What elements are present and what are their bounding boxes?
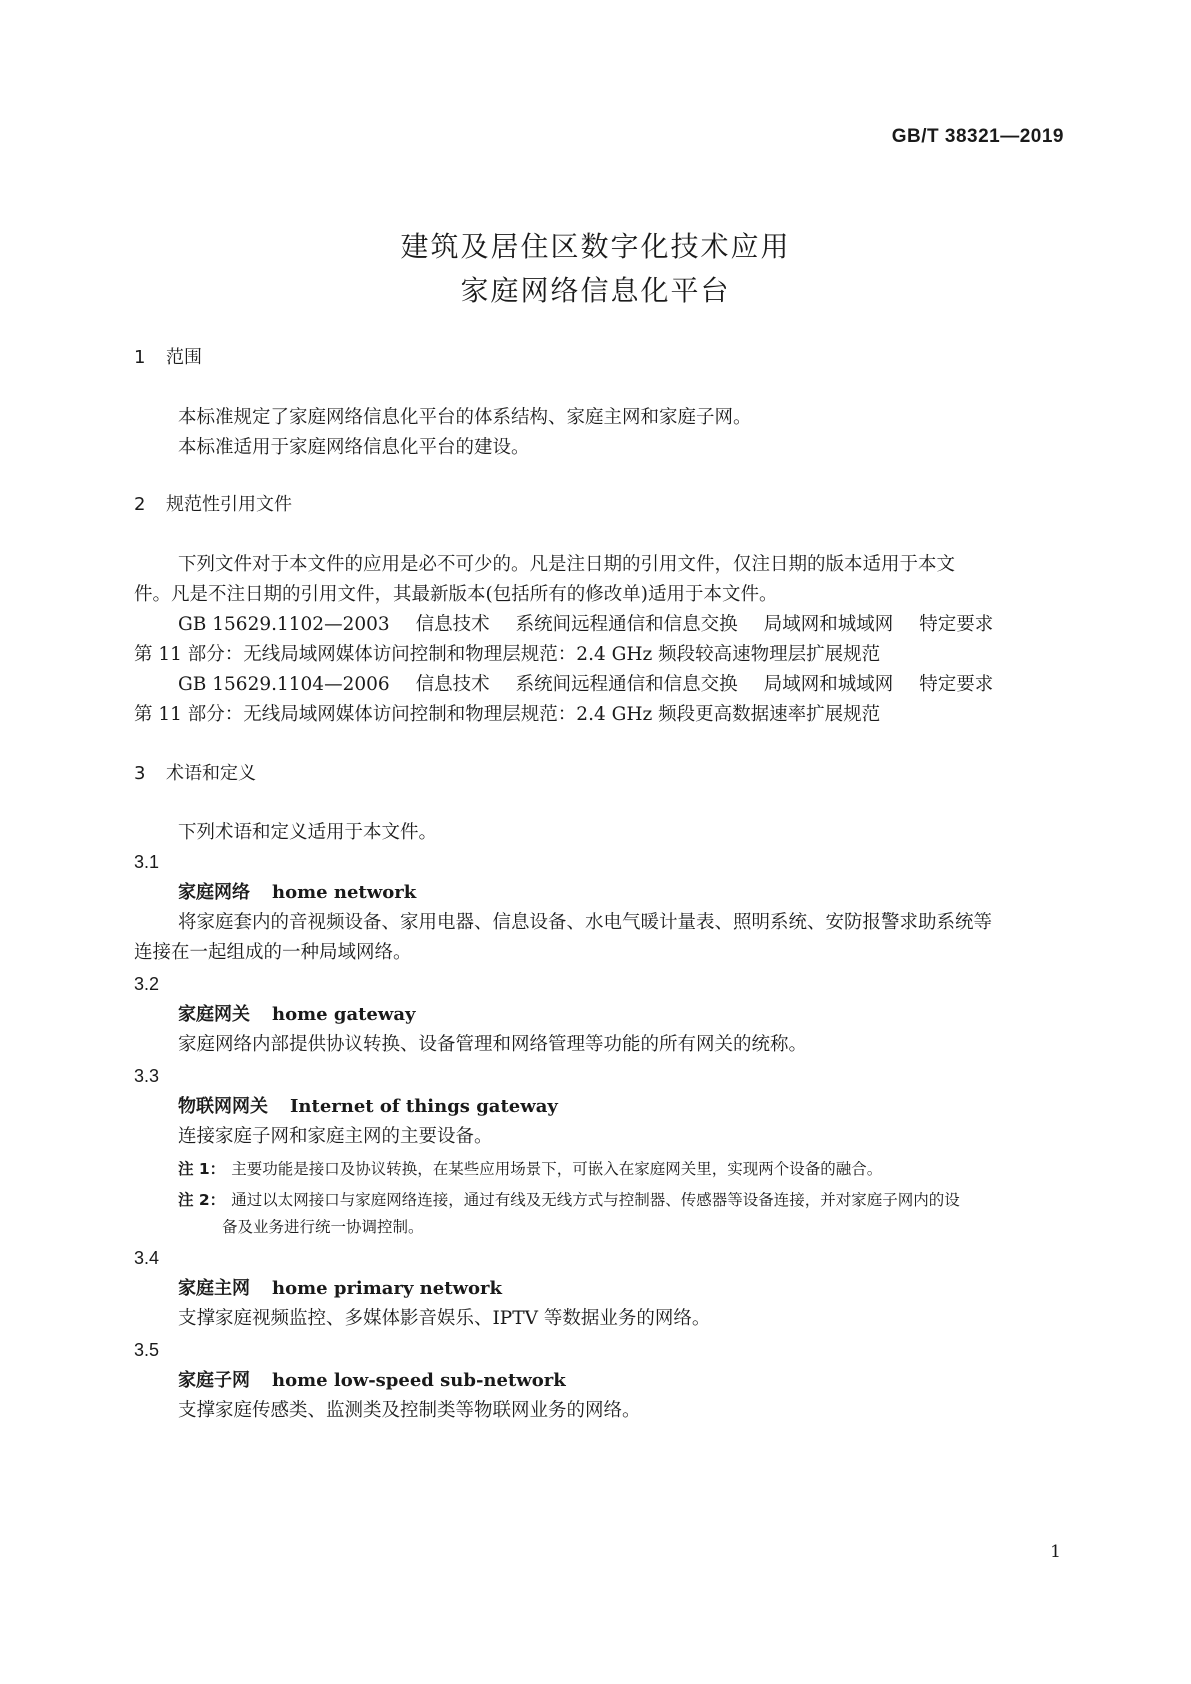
- term-en: home gateway: [272, 1004, 416, 1025]
- note-text: 通过以太网接口与家庭网络连接，通过有线及无线方式与控制器、传感器等设备连接，并对家庭子网内的设: [231, 1191, 960, 1209]
- paragraph: 本标准规定了家庭网络信息化平台的体系结构、家庭主网和家庭子网。: [178, 407, 752, 428]
- reference-title-part: 特定要求: [919, 674, 994, 695]
- clause-number: 3.1: [134, 852, 160, 872]
- term-entry: [178, 880, 416, 906]
- definition: 家庭网络内部提供协议转换、设备管理和网络管理等功能的所有网关的统称。: [178, 1034, 808, 1055]
- section-1-heading: [134, 346, 202, 370]
- term-zh: 家庭主网: [178, 1278, 250, 1299]
- section-number: 3: [134, 763, 146, 784]
- term-zh: 家庭子网: [178, 1370, 250, 1391]
- term-zh: 家庭网络: [178, 882, 250, 903]
- note-text: 主要功能是接口及协议转换，在某些应用场景下，可嵌入在家庭网关里，实现两个设备的融合。: [231, 1160, 883, 1178]
- term-entry: [178, 1368, 566, 1394]
- reference-title-part: 信息技术: [415, 614, 490, 635]
- document-title-line1: 建筑及居住区数字化技术应用: [400, 230, 791, 263]
- document-title-line2: 家庭网络信息化平台: [460, 274, 731, 307]
- definition: 连接在一起组成的一种局域网络。: [134, 942, 412, 963]
- term-zh: 物联网网关: [178, 1096, 268, 1117]
- definition: 支撑家庭传感类、监测类及控制类等物联网业务的网络。: [178, 1400, 641, 1421]
- paragraph: 下列术语和定义适用于本文件。: [178, 822, 438, 843]
- note-1: [178, 1157, 882, 1181]
- reference-title-part: 系统间远程通信和信息交换: [515, 614, 738, 635]
- reference-title-part: 局域网和城域网: [763, 674, 894, 695]
- term-entry: [178, 1094, 558, 1120]
- term-zh: 家庭网关: [178, 1004, 250, 1025]
- definition: 连接家庭子网和家庭主网的主要设备。: [178, 1126, 493, 1147]
- section-number: 1: [134, 347, 146, 368]
- reference-title-part: 系统间远程通信和信息交换: [515, 674, 738, 695]
- section-3-heading: [134, 762, 256, 786]
- term-en: Internet of things gateway: [290, 1096, 558, 1117]
- paragraph: 下列文件对于本文件的应用是必不可少的。凡是注日期的引用文件，仅注日期的版本适用于本文: [178, 554, 956, 575]
- standard-number: GB/T 38321—2019: [891, 126, 1064, 147]
- reference-entry-continuation: 第 11 部分：无线局域网媒体访问控制和物理层规范：2.4 GHz 频段更高数据速率扩展规范: [134, 704, 881, 725]
- note-2-continuation: 备及业务进行统一协调控制。: [222, 1218, 424, 1236]
- reference-title-part: 特定要求: [919, 614, 994, 635]
- term-en: home network: [272, 882, 417, 903]
- note-label: 注 1：: [178, 1160, 226, 1178]
- term-entry: [178, 1276, 502, 1302]
- clause-number: 3.3: [134, 1066, 160, 1086]
- term-entry: [178, 1002, 416, 1028]
- section-title: 规范性引用文件: [166, 494, 292, 515]
- paragraph: 件。凡是不注日期的引用文件，其最新版本(包括所有的修改单)适用于本文件。: [134, 584, 778, 605]
- clause-number: 3.2: [134, 974, 160, 994]
- note-label: 注 2：: [178, 1191, 226, 1209]
- definition: 将家庭套内的音视频设备、家用电器、信息设备、水电气暖计量表、照明系统、安防报警求助系统等: [178, 912, 993, 933]
- reference-title-part: 信息技术: [415, 674, 490, 695]
- reference-title-part: 局域网和城域网: [763, 614, 894, 635]
- reference-entry-continuation: 第 11 部分：无线局域网媒体访问控制和物理层规范：2.4 GHz 频段较高速物理层扩展规范: [134, 644, 881, 665]
- section-title: 术语和定义: [166, 763, 256, 784]
- clause-number: 3.4: [134, 1248, 160, 1268]
- reference-code: GB 15629.1102—2003: [178, 614, 390, 635]
- reference-entry: [178, 612, 993, 638]
- page-number: 1: [1050, 1542, 1061, 1562]
- term-en: home low-speed sub-network: [272, 1370, 566, 1391]
- reference-entry: [178, 672, 993, 698]
- definition: 支撑家庭视频监控、多媒体影音娱乐、IPTV 等数据业务的网络。: [178, 1308, 711, 1329]
- section-2-heading: [134, 493, 292, 517]
- reference-code: GB 15629.1104—2006: [178, 674, 390, 695]
- section-title: 范围: [166, 347, 202, 368]
- paragraph: 本标准适用于家庭网络信息化平台的建设。: [178, 437, 530, 458]
- term-en: home primary network: [272, 1278, 502, 1299]
- clause-number: 3.5: [134, 1340, 160, 1360]
- note-2: [178, 1188, 960, 1212]
- section-number: 2: [134, 494, 146, 515]
